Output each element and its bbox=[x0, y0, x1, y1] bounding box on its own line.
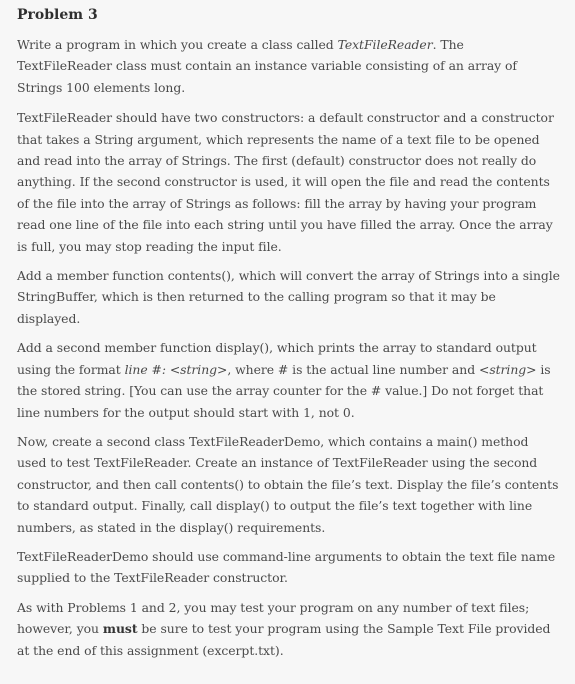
paragraph-display bbox=[17, 337, 561, 423]
paragraph-constructors: TextFileReader should have two constructors: a default constructor and a constructor that takes a String argument, which represents the name of a text file to be opened and read into the array of Strings. The first (default) constructor does not really do anything. If the second constructor is used, it will open the file and read the contents of the file into the array of Strings as follows: fill the array by having your program read one line of the file into each string until you have filled the array. Once the array is full, you may stop reading the input file. bbox=[17, 110, 554, 254]
format-emphasis: line #: <string> bbox=[124, 361, 228, 377]
paragraph-testing-text-a: As with Problems 1 and 2, you may test your program on any number of text files; however, you bbox=[17, 599, 530, 637]
paragraph-testing bbox=[17, 597, 561, 661]
must-emphasis: must bbox=[102, 621, 138, 637]
paragraph-testing-text-c: be sure to test your program using the Sample Text File provided at the end of this assignment (excerpt.txt). bbox=[17, 621, 551, 658]
paragraph-demo-class: Now, create a second class TextFileReaderDemo, which contains a main() method used to test TextFileReader. Create an instance of TextFileReader using the second constructor, and then call contents() to obtain the file’s text. Display the file’s contents to standard output. Finally, call display() to output the file’s text together with line numbers, as stated in the display() requirements. bbox=[17, 433, 559, 535]
paragraph-contents: Add a member function contents(), which will convert the array of Strings into a single StringBuffer, which is then returned to the calling program so that it may be displayed. bbox=[17, 268, 560, 326]
paragraph-intro-text-c: . The TextFileReader class must contain an instance variable consisting of an array of Strings 100 elements long. bbox=[17, 37, 517, 95]
paragraph-display-text-a: Add a second member function display(), which prints the array to standard output using the format bbox=[17, 340, 537, 377]
paragraph-display-text-c: , where # is the actual line number and bbox=[227, 361, 479, 377]
paragraph-command-line: TextFileReaderDemo should use command-line arguments to obtain the text file name supplied to the TextFileReader constructor. bbox=[17, 548, 556, 586]
paragraph-display-text-e: is the stored string. [You can use the array counter for the # value.] Do not forget that line numbers for the output should start with 1, not 0. bbox=[17, 361, 551, 420]
page-title: Problem 3 bbox=[17, 7, 98, 23]
class-name-emphasis: TextFileReader bbox=[337, 37, 433, 52]
paragraph-intro-text-a: Write a program in which you create a class called bbox=[17, 37, 338, 52]
paragraph-intro bbox=[17, 34, 561, 98]
string-emphasis: <string> bbox=[478, 361, 537, 377]
